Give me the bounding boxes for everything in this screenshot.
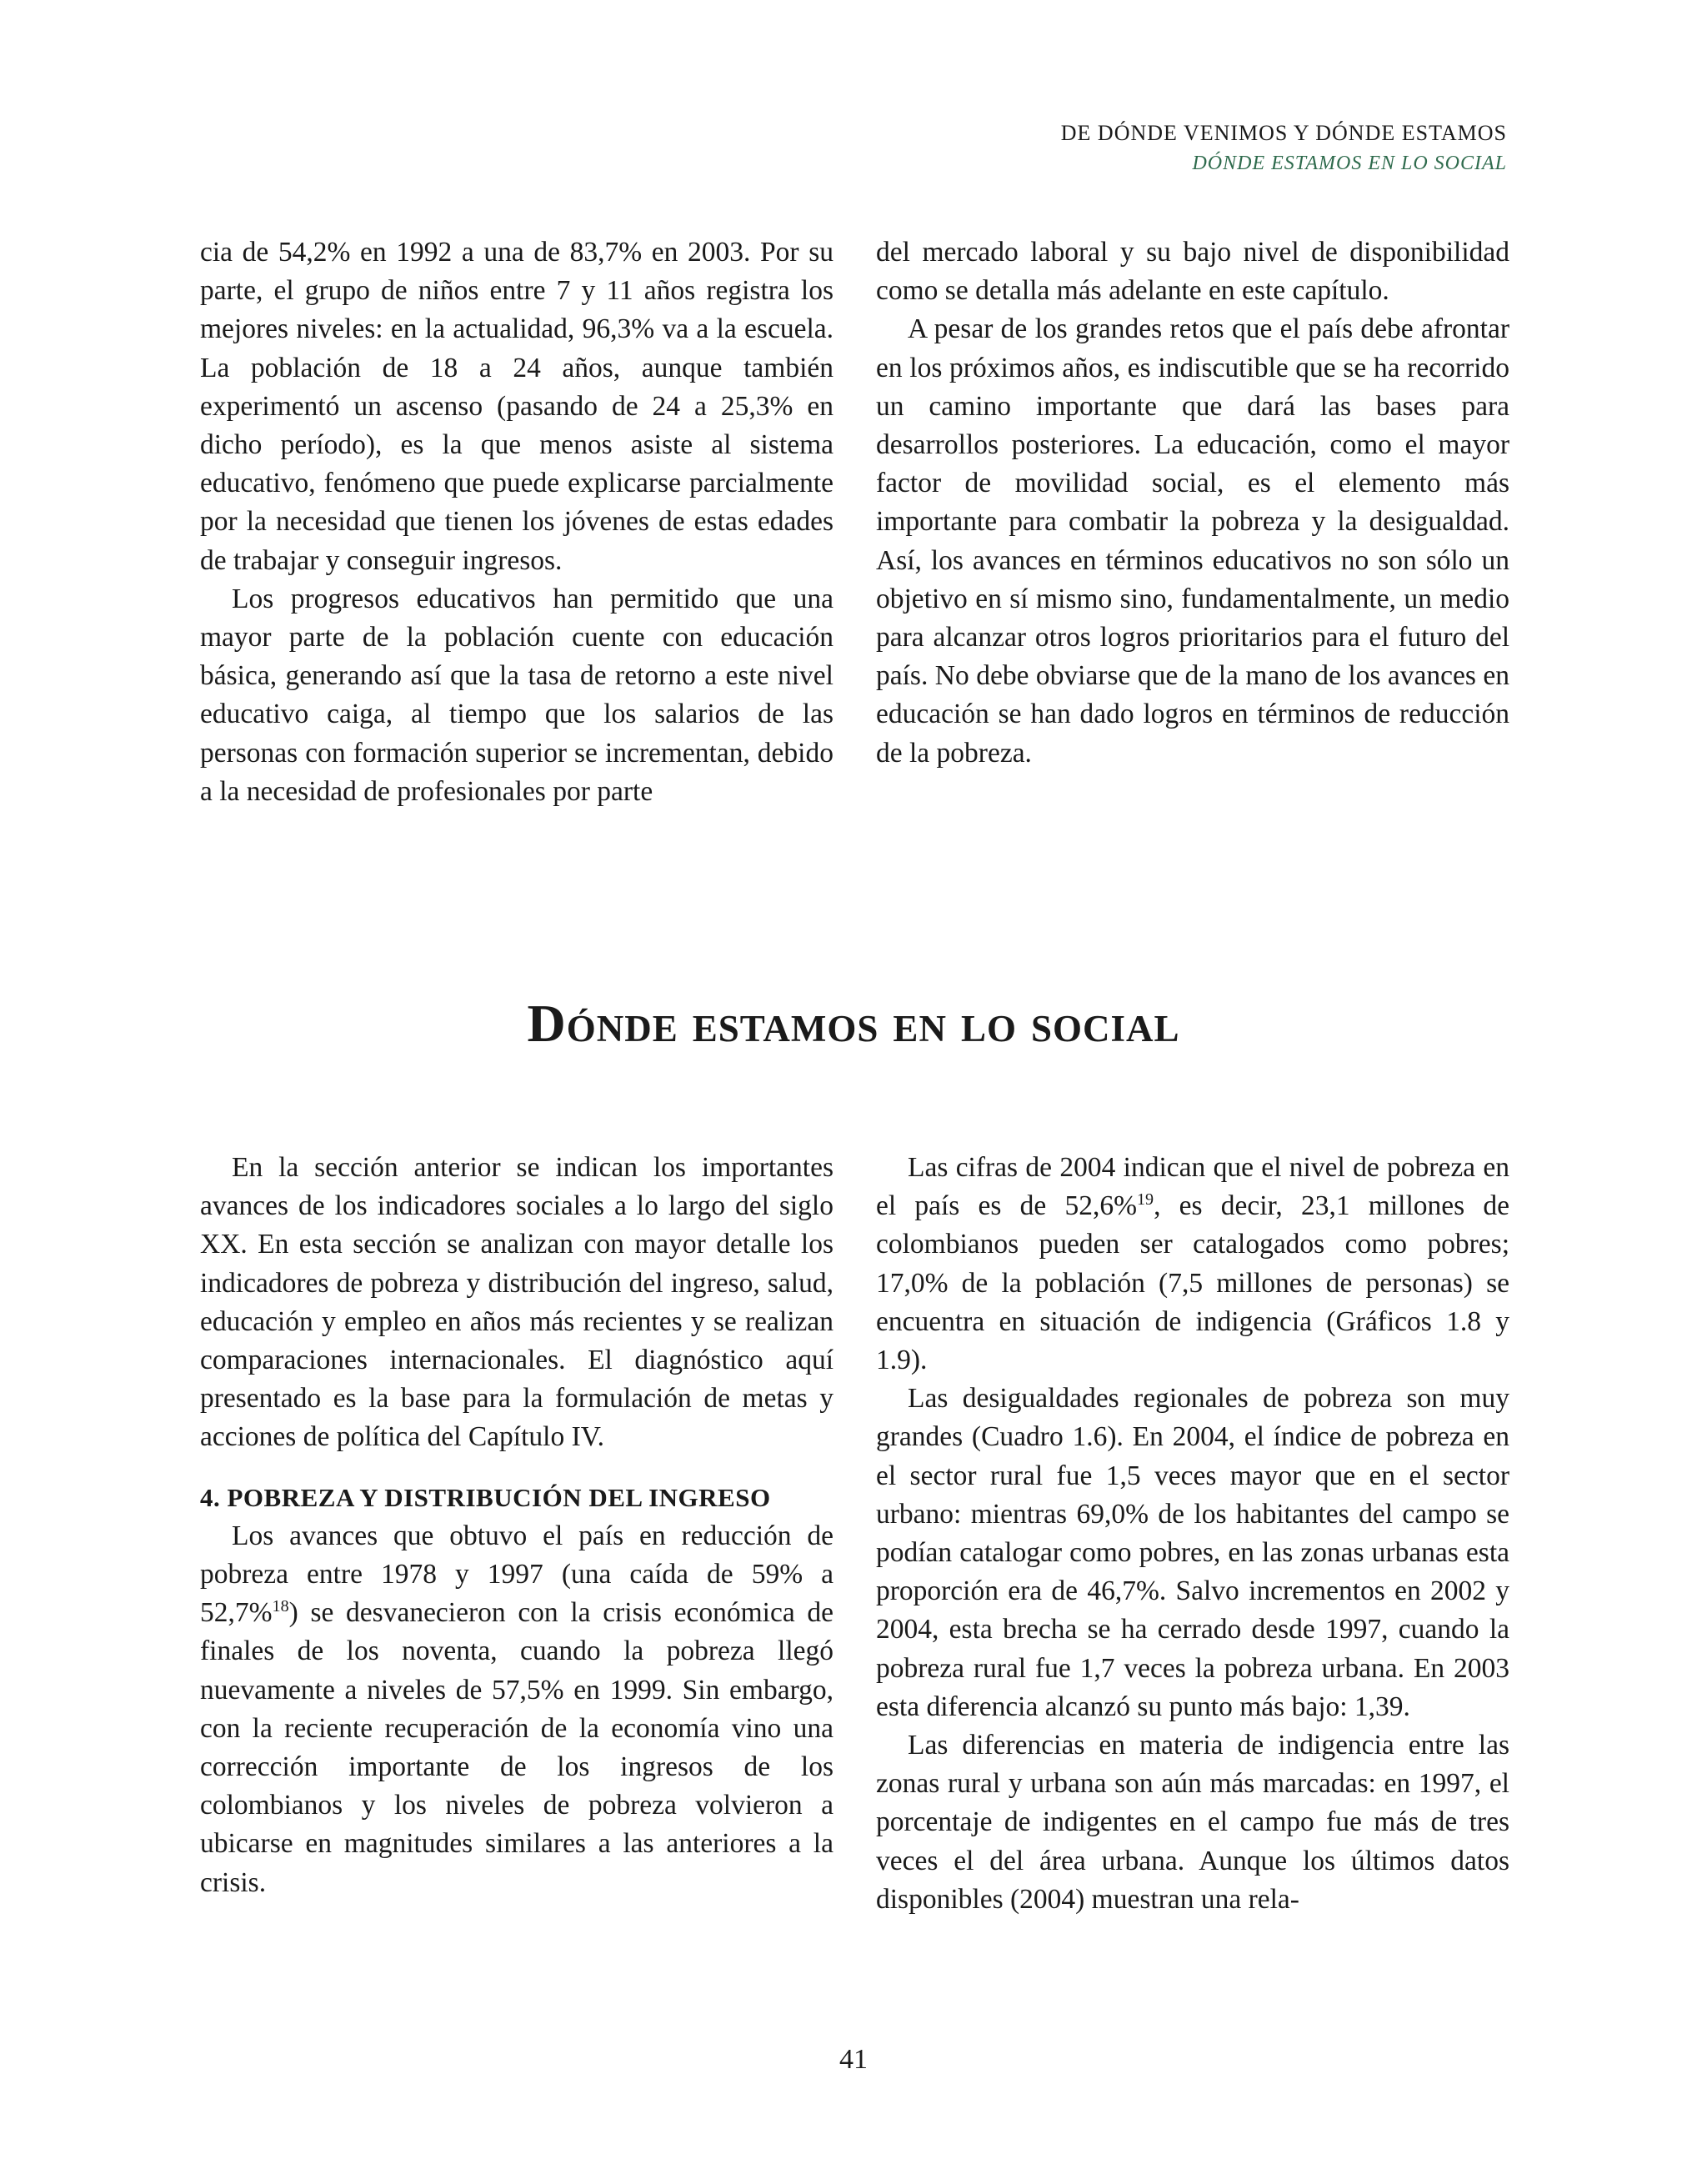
paragraph: Las desigualdades regionales de pobreza son muy grandes (Cuadro 1.6). En 2004, el índice de pobreza en el sector rural fue 1,5 veces mayor que en el sector urbano: mientras 69,0% de los habitantes del campo se podían catalogar como pobres, en las zonas urbanas esta proporción era de 46,7%. Salvo incrementos en 2002 y 2004, esta brecha se ha cerrado desde 1997, cuando la pobreza rural fue 1,7 veces la pobreza urbana. En 2003 esta diferencia alcanzó su punto más bajo: 1,39. [876,1383,1509,1722]
bottom-right-column [876,1149,1509,1919]
paragraph-text: , es decir, 23,1 millones de colombianos pueden ser catalogados como pobres; 17,0% de la población (7,5 millones de personas) se encuentra en situación de indigencia (Gráficos 1.8 y 1.9). [876,1190,1509,1376]
subsection-heading: 4. POBREZA Y DISTRIBUCIÓN DEL INGRESO [200,1482,771,1512]
top-left-column [200,233,833,811]
paragraph: Las diferencias en materia de indigencia entre las zonas rural y urbana son aún más marcadas: en 1997, el porcentaje de indigentes en el campo fue más de tres veces el del área urbana. Aunque los últimos datos disponibles (2004) muestran una rela- [876,1730,1509,1915]
paragraph [200,1517,833,1902]
paragraph: En la sección anterior se indican los importantes avances de los indicadores sociales a lo largo del siglo XX. En esta sección se analizan con mayor detalle los indicadores de pobreza y distribución del ingreso, salud, educación y empleo en años más recientes y se realizan comparaciones internacionales. El diagnóstico aquí presentado es la base para la formulación de metas y acciones de política del Capítulo IV. [200,1152,833,1453]
running-head-title: DE DÓNDE VENIMOS Y DÓNDE ESTAMOS [1060,121,1507,145]
footnote-ref: 19 [1137,1190,1154,1210]
paragraph-text: Las cifras de 2004 indican que el nivel de pobreza en el país es de 52,6% [876,1152,1509,1222]
paragraph [876,1149,1509,1380]
paragraph-text: ) se desvanecieron con la crisis económica de finales de los noventa, cuando la pobreza llegó nuevamente a niveles de 57,5% en 1999. Sin embargo, con la reciente recuperación de la economía vino una corrección importante de los ingresos de los colombianos y los niveles de pobreza volvieron a ubicarse en magnitudes similares a las anteriores a la crisis. [200,1597,833,1898]
running-head [1061,118,1507,178]
paragraph: cia de 54,2% en 1992 a una de 83,7% en 2003. Por su parte, el grupo de niños entre 7 y 11 años registra los mejores niveles: en la actualidad, 96,3% va a la escuela. La población de 18 a 24 años, aunque también experimentó un ascenso (pasando de 24 a 25,3% en dicho período), es la que menos asiste al sistema educativo, fenómeno que puede explicarse parcialmente por la necesidad que tienen los jóvenes de estas edades de trabajar y conseguir ingresos. [200,237,833,576]
paragraph-text: Los avances que obtuvo el país en reducción de pobreza entre 1978 y 1997 (una caída de 59% a 52,7% [200,1520,833,1629]
bottom-left-column [200,1149,833,1902]
paragraph: del mercado laboral y su bajo nivel de disponibilidad como se detalla más adelante en este capítulo. [876,237,1509,307]
page-number: 41 [839,2044,868,2075]
paragraph: Los progresos educativos han permitido que una mayor parte de la población cuente con educación básica, generando así que la tasa de retorno a este nivel educativo caiga, al tiempo que los salarios de las personas con formación superior se incrementan, debido a la necesidad de profesionales por parte [200,583,833,807]
paragraph: A pesar de los grandes retos que el país debe afrontar en los próximos años, es indiscutible que se ha recorrido un camino importante que dará las bases para desarrollos posteriores. La educación, como el mayor factor de movilidad social, es el elemento más importante para combatir la pobreza y la desigualdad. Así, los avances en términos educativos no son sólo un objetivo en sí mismo sino, fundamentalmente, un medio para alcanzar otros logros prioritarios para el futuro del país. No debe obviarse que de la mano de los avances en educación se han dado logros en términos de reducción de la pobreza. [876,313,1509,769]
running-head-subtitle: DÓNDE ESTAMOS EN LO SOCIAL [1192,153,1507,174]
top-right-column [876,233,1509,773]
footnote-ref: 18 [272,1597,289,1616]
section-title: Dónde estamos en lo social [527,994,1180,1053]
